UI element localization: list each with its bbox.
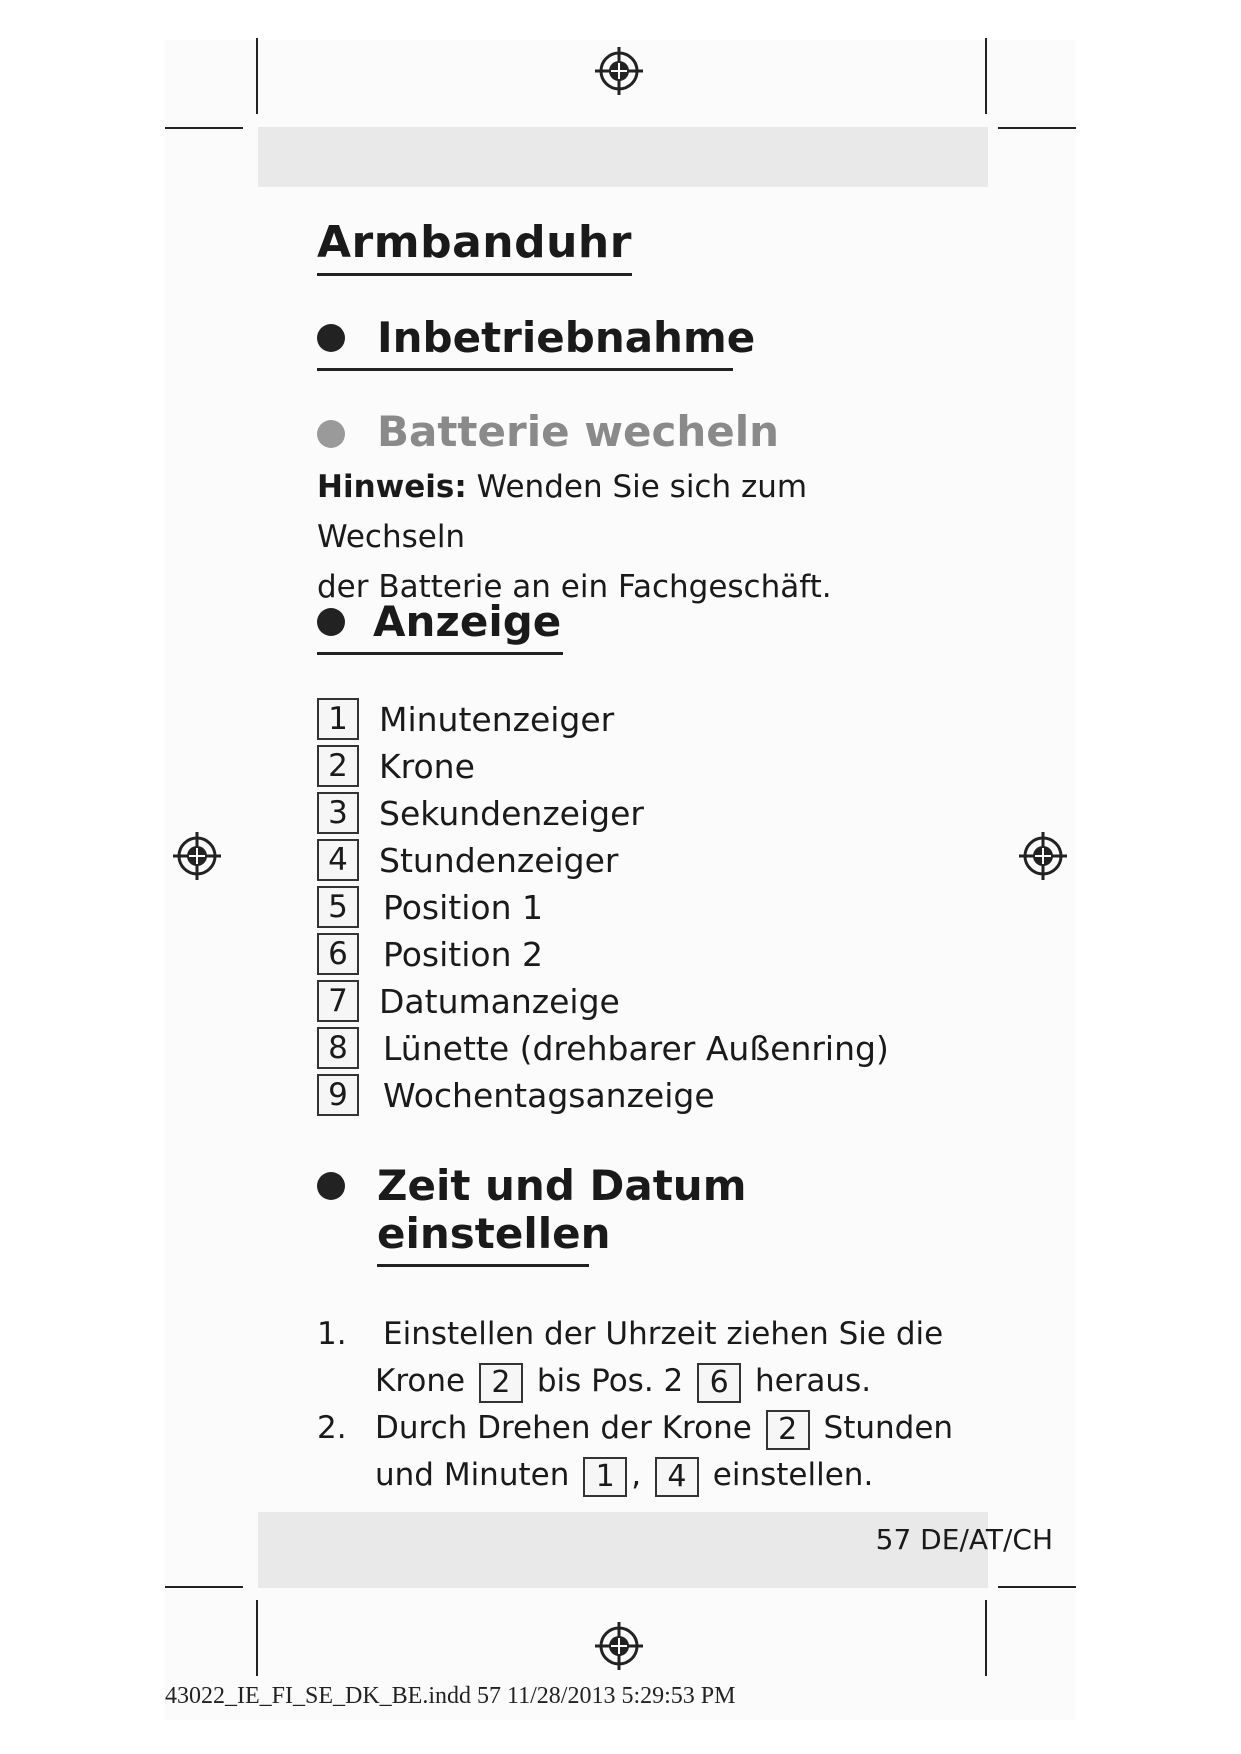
bullet-icon bbox=[317, 420, 345, 448]
list-item bbox=[317, 933, 1017, 977]
section-heading-anzeige bbox=[317, 596, 577, 658]
section-heading-batterie bbox=[317, 406, 780, 458]
item-label: Krone bbox=[379, 747, 475, 786]
crop-mark bbox=[985, 1600, 987, 1676]
page-title: Armbanduhr bbox=[317, 217, 632, 276]
section-heading-text: einstellen bbox=[377, 1209, 611, 1258]
section-heading-text: Anzeige bbox=[373, 597, 562, 646]
item-number-box: 4 bbox=[317, 839, 359, 881]
item-number-box: 9 bbox=[317, 1074, 359, 1116]
step-text: Einstellen der Uhrzeit ziehen Sie die bbox=[383, 1316, 944, 1352]
note-line-2: der Batterie an ein Fachgeschäft. bbox=[317, 569, 832, 605]
list-item bbox=[317, 980, 1017, 1024]
section-heading-inbetriebnahme bbox=[317, 312, 756, 374]
item-number-box: 3 bbox=[317, 792, 359, 834]
header-band bbox=[258, 127, 988, 187]
crop-mark bbox=[165, 1586, 243, 1588]
crop-mark bbox=[165, 127, 243, 129]
step-text: und Minuten bbox=[375, 1457, 570, 1493]
crop-mark bbox=[998, 1586, 1076, 1588]
list-item bbox=[317, 839, 1017, 883]
ref-number-box: 2 bbox=[479, 1363, 523, 1403]
item-number-box: 8 bbox=[317, 1027, 359, 1069]
ref-number-box: 4 bbox=[655, 1457, 699, 1497]
bullet-icon bbox=[317, 608, 345, 636]
note-label: Hinweis: bbox=[317, 469, 467, 505]
step-text: bis Pos. 2 bbox=[536, 1363, 684, 1399]
item-number-box: 2 bbox=[317, 745, 359, 787]
step-line bbox=[375, 1406, 953, 1450]
step-number: 1. bbox=[317, 1316, 347, 1352]
list-item bbox=[317, 1074, 1017, 1118]
step-text: heraus. bbox=[754, 1363, 872, 1399]
registration-mark-icon bbox=[171, 830, 223, 882]
print-slug: 43022_IE_FI_SE_DK_BE.indd 57 11/28/2013 5:29:53 PM bbox=[165, 1683, 736, 1709]
ref-number-box: 1 bbox=[583, 1457, 627, 1497]
list-item bbox=[317, 1027, 1017, 1071]
item-label: Stundenzeiger bbox=[379, 841, 619, 880]
item-number-box: 1 bbox=[317, 698, 359, 740]
item-number-box: 5 bbox=[317, 886, 359, 928]
item-label: Position 1 bbox=[383, 888, 543, 927]
section-heading-text: Batterie wecheln bbox=[377, 407, 780, 456]
separator: , bbox=[631, 1457, 642, 1493]
crop-mark bbox=[998, 127, 1076, 129]
section-heading-zeit-datum bbox=[317, 1160, 757, 1272]
section-heading-text: Zeit und Datum bbox=[377, 1161, 747, 1210]
registration-mark-icon bbox=[1017, 830, 1069, 882]
item-number-box: 6 bbox=[317, 933, 359, 975]
note-text: Wenden Sie sich zum Wechseln bbox=[317, 469, 808, 555]
ref-number-box: 2 bbox=[766, 1410, 810, 1450]
item-label: Datumanzeige bbox=[379, 982, 620, 1021]
step-text: einstellen. bbox=[712, 1457, 874, 1493]
step-text: Krone bbox=[375, 1363, 466, 1399]
registration-mark-icon bbox=[593, 1620, 645, 1672]
crop-mark bbox=[985, 38, 987, 114]
list-item bbox=[317, 792, 1017, 836]
crop-mark bbox=[256, 1600, 258, 1676]
step-line bbox=[375, 1453, 873, 1497]
list-item bbox=[317, 698, 1017, 742]
list-item bbox=[317, 886, 1017, 930]
heading-underline bbox=[377, 1264, 589, 1267]
crop-mark bbox=[256, 38, 258, 114]
step-number: 2. bbox=[317, 1410, 347, 1446]
item-label: Minutenzeiger bbox=[379, 700, 615, 739]
step-text: Stunden bbox=[823, 1410, 954, 1446]
page-number: 57 DE/AT/CH bbox=[875, 1523, 1053, 1556]
item-label: Wochentagsanzeige bbox=[383, 1076, 715, 1115]
heading-underline bbox=[317, 652, 563, 655]
registration-mark-icon bbox=[593, 45, 645, 97]
bullet-icon bbox=[317, 324, 345, 352]
item-number-box: 7 bbox=[317, 980, 359, 1022]
item-label: Position 2 bbox=[383, 935, 543, 974]
list-item bbox=[317, 745, 1017, 789]
item-label: Lünette (drehbarer Außenring) bbox=[383, 1029, 889, 1068]
ref-number-box: 6 bbox=[697, 1363, 741, 1403]
step-text: Durch Drehen der Krone bbox=[375, 1410, 752, 1446]
note-paragraph bbox=[317, 462, 957, 612]
bullet-icon bbox=[317, 1172, 345, 1200]
section-heading-text: Inbetriebnahme bbox=[377, 313, 756, 362]
heading-underline bbox=[317, 368, 733, 371]
item-label: Sekundenzeiger bbox=[379, 794, 644, 833]
note-line-1 bbox=[317, 462, 957, 562]
step-line bbox=[375, 1359, 871, 1403]
